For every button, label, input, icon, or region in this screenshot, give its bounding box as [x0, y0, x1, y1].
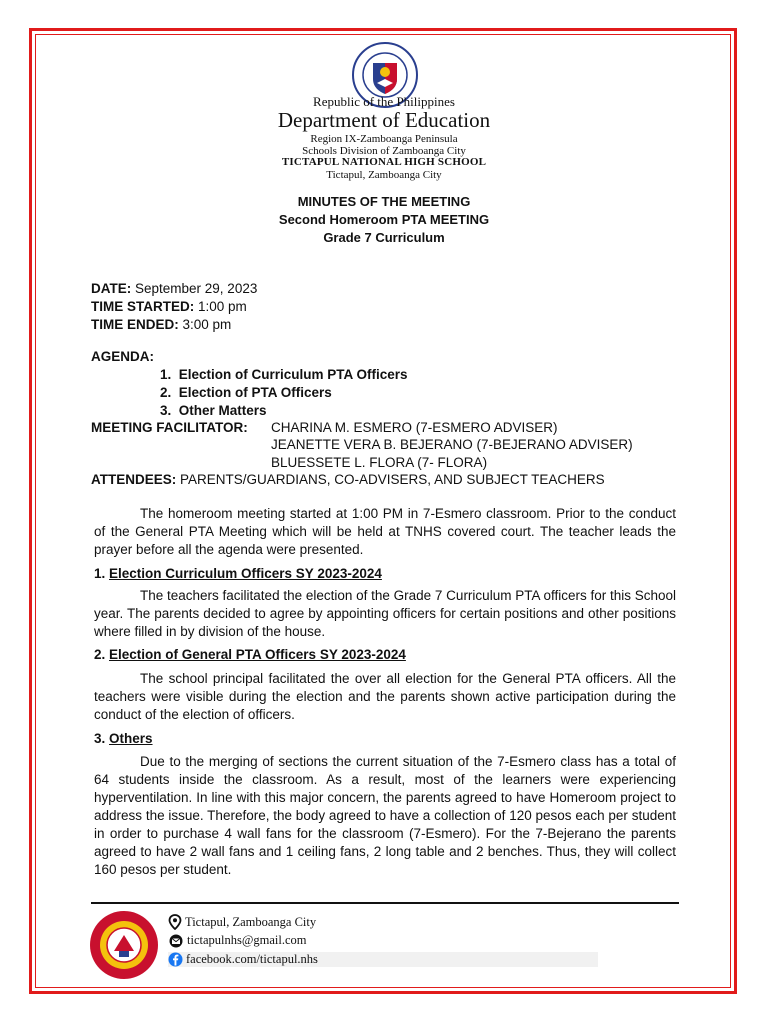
section-body-2: The school principal facilitated the over all election for the General PTA officers. All the teachers were visible during the election and the parents shown active participation during the conduct of the election of officers.	[94, 671, 676, 722]
time-started-value: 1:00 pm	[194, 299, 247, 314]
attendees-value: PARENTS/GUARDIANS, CO-ADVISERS, AND SUBJECT TEACHERS	[176, 472, 605, 487]
header-republic: Republic of the Philippines	[313, 94, 455, 109]
facilitator-label: MEETING FACILITATOR:	[91, 420, 248, 435]
section-heading-3: 3. Others	[94, 731, 153, 746]
time-ended-line	[91, 317, 231, 332]
footer-facebook[interactable]	[168, 952, 598, 967]
footer-facebook-link[interactable]: facebook.com/tictapul.nhs	[186, 952, 318, 966]
header-division: Schools Division of Zamboanga City	[302, 145, 466, 157]
date-line	[91, 281, 257, 296]
footer-email-text[interactable]: tictapulnhs@gmail.com	[187, 933, 307, 947]
time-ended-value: 3:00 pm	[178, 317, 232, 332]
header-town: Tictapul, Zamboanga City	[326, 169, 442, 181]
header-school: TICTAPUL NATIONAL HIGH SCHOOL	[281, 156, 487, 168]
footer-address-text: Tictapul, Zamboanga City	[185, 914, 317, 929]
time-ended-label: TIME ENDED:	[91, 317, 179, 332]
date-value: September 29, 2023	[131, 281, 258, 296]
section-heading-1: 1. Election Curriculum Officers SY 2023-2024	[94, 566, 382, 581]
document-subtitle-grade: Grade 7 Curriculum	[323, 230, 445, 245]
time-started-line	[91, 299, 247, 314]
document-title: MINUTES OF THE MEETING	[297, 194, 471, 209]
agenda-item: 3. Other Matters	[160, 403, 267, 418]
facebook-icon	[168, 952, 183, 967]
document-subtitle: Second Homeroom PTA MEETING	[278, 212, 490, 227]
section-body-1: The teachers facilitated the election of the Grade 7 Curriculum PTA officers for this School year. The parents decided to agree by appointing officers for certain positions and other positions where filled in by division of the house.	[94, 588, 677, 639]
envelope-icon	[168, 934, 184, 948]
facilitator-name: BLUESSETE L. FLORA (7- FLORA)	[271, 455, 488, 470]
attendees-label: ATTENDEES:	[91, 472, 177, 487]
date-label: DATE:	[91, 281, 132, 296]
facilitator-name: CHARINA M. ESMERO (7-ESMERO ADVISER)	[271, 420, 558, 435]
location-pin-icon	[168, 914, 182, 930]
footer-divider	[91, 902, 679, 904]
intro-paragraph: The homeroom meeting started at 1:00 PM in 7-Esmero classroom. Prior to the conduct of the General PTA Meeting which will be held at TNHS covered court. The teacher leads the prayer before all the agenda were presented.	[94, 506, 676, 557]
section-heading-2: 2. Election of General PTA Officers SY 2023-2024	[94, 647, 406, 662]
section-body-3: Due to the merging of sections the current situation of the 7-Esmero class has a total of 64 students inside the classroom. As a result, most of the learners were experiencing hyperventilation. In line with this major concern, the parents agreed to have Homeroom project to address the issue. Therefore, the body agreed to have a collection of 120 pesos each per student in order to purchase 4 wall fans for the classroom (7-Esmero). For the 7-Bejerano the parents agreed to have 2 wall fans and 1 ceiling fans, 2 long table and 2 benches. Thus, they will collect 160 pesos per student.	[94, 754, 676, 877]
header-department: Department of Education	[277, 108, 491, 132]
footer-address	[168, 914, 316, 930]
header-region: Region IX-Zamboanga Peninsula	[310, 133, 458, 145]
attendees-line	[91, 472, 605, 487]
agenda-item: 2. Election of PTA Officers	[160, 385, 332, 400]
school-logo-icon	[88, 909, 160, 981]
agenda-item: 1. Election of Curriculum PTA Officers	[160, 367, 408, 382]
footer-email[interactable]	[168, 933, 306, 948]
facilitator-name: JEANETTE VERA B. BEJERANO (7-BEJERANO ADVISER)	[271, 437, 633, 452]
time-started-label: TIME STARTED:	[91, 299, 195, 314]
agenda-label: AGENDA:	[91, 349, 154, 364]
